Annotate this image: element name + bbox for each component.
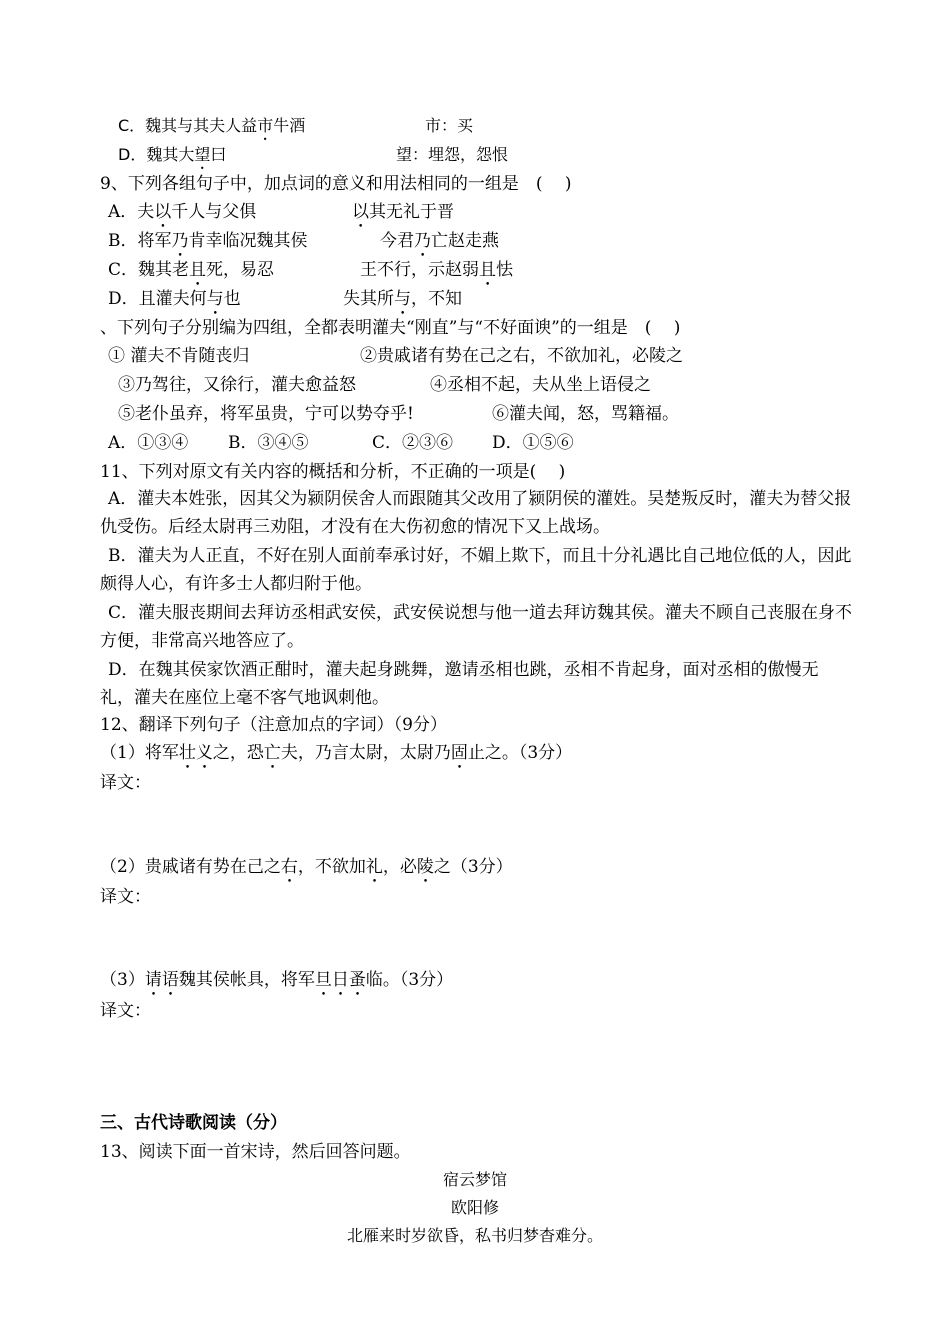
section-3-heading: 三、古代诗歌阅读（分）	[100, 1113, 287, 1133]
q12-s1-dot3: 亡	[263, 743, 281, 763]
q9-option-c-right	[360, 258, 513, 290]
q12-answer-label-2: 译文：	[100, 887, 151, 907]
q9-a-dot2: 以	[352, 202, 369, 222]
q9-c-right-tail: 怯	[496, 260, 513, 280]
q8-option-d-gloss: 望：埋怨，怨恨	[396, 145, 509, 164]
q12-s1-dot2: 义	[195, 743, 213, 763]
q9-a-right-tail: 其无礼于晋	[369, 202, 454, 222]
poem-line-1: 北雁来时岁欲昏，私书归梦杳难分。	[346, 1226, 603, 1245]
q10-sentence-3: ③乃驾往，又徐行，灌夫愈益怒	[118, 375, 356, 395]
q12-s1-part1: （1）将军	[100, 743, 179, 763]
q9-b-right: 今君	[380, 231, 414, 251]
q10-sentence-2: ②贵戚诸有势在己之右，不欲加礼，必陵之	[360, 346, 683, 366]
q12-s3-dot4: 日	[331, 970, 349, 990]
q8-option-c-tail: 牛酒	[273, 116, 306, 135]
q12-s1-part4: 夫，乃言太尉，太尉乃	[280, 743, 451, 763]
q9-option-d	[108, 287, 241, 319]
q12-s3-dot1: 请	[144, 970, 162, 990]
q13-stem: 13、阅读下面一首宋诗，然后回答问题。	[100, 1142, 411, 1162]
q9-c-left-tail: 死，易忍	[206, 260, 275, 280]
q12-s1-dot4: 固	[450, 743, 468, 763]
q8-option-d-text: D．魏其大	[118, 145, 195, 164]
q9-option-a	[108, 200, 256, 232]
q11-option-a: A．灌夫本姓张，因其父为颍阴侯舍人而跟随其父改用了颍阴侯的灌姓。吴楚叛反时，灌夫为替父报仇受伤。后经太尉再三劝阻，才没有在大伤初愈的情况下又上战场。	[100, 489, 852, 537]
q12-s2-part1: （2）贵戚诸有势在己之	[100, 857, 281, 877]
q9-d-left-tail: 也	[223, 289, 241, 309]
q12-stem: 12、翻译下列句子（注意加点的字词）（9分）	[100, 715, 447, 735]
q9-b-dot1: 乃	[171, 231, 189, 251]
q12-s2-part3: ，必	[382, 857, 417, 877]
q9-c-left: C．魏其老	[108, 260, 190, 280]
poem-author: 欧阳修	[450, 1198, 499, 1217]
q8-option-c-gloss: 市：买	[425, 116, 474, 135]
q12-s2-dot1: 右	[280, 857, 298, 877]
q9-b-left-tail: 肯幸临况魏其侯	[188, 231, 308, 251]
q10-sentence-6: ⑥灌夫闻，怒，骂籍福。	[492, 404, 679, 424]
q9-a-left-tail: 千人与父俱	[171, 202, 257, 222]
q9-option-b-right	[380, 229, 499, 261]
q9-option-a-right	[352, 200, 454, 232]
q8-option-c-text: C．魏其与其夫人益	[118, 116, 258, 135]
q12-sentence-3	[100, 968, 453, 1000]
q8-option-d-dotted: 望	[194, 145, 211, 164]
q12-s1-part3: 之，恐	[212, 743, 264, 763]
q10-sentence-5: ⑤老仆虽弃，将军虽贵，宁可以势夺乎!	[118, 404, 414, 424]
q9-option-b	[108, 229, 308, 261]
q11-option-c: C．灌夫服丧期间去拜访丞相武安侯，武安侯说想与他一道去拜访魏其侯。灌夫不顾自己丧服在身不方便，非常高兴地答应了。	[100, 603, 853, 651]
q12-s2-part2: ，不欲加	[297, 857, 366, 877]
q12-s3-part3: 魏其侯帐具，将军	[178, 970, 315, 990]
q12-s3-part6: 临。（3分）	[365, 970, 454, 990]
q10-option-c: C．②③⑥	[372, 433, 454, 453]
q10-sentence-1: ① 灌夫不肯随丧归	[108, 346, 250, 366]
q10-sentence-4: ④丞相不起，夫从坐上语侵之	[430, 375, 651, 395]
q11-option-d: D．在魏其侯家饮酒正酣时，灌夫起身跳舞，邀请丞相也跳，丞相不肯起身，面对丞相的傲慢无礼，灌夫在座位上毫不客气地讽刺他。	[100, 660, 819, 708]
q9-c-right: 王不行，示赵弱	[360, 260, 479, 280]
q12-s3-part1: （3）	[100, 970, 145, 990]
q9-c-dot2: 且	[479, 260, 496, 280]
q12-sentence-1	[100, 741, 572, 773]
q9-d-left: D．且灌夫何	[108, 289, 207, 309]
q9-c-dot1: 且	[189, 260, 207, 280]
q12-answer-label-1: 译文：	[100, 773, 151, 793]
q10-option-d: D．①⑤⑥	[492, 433, 574, 453]
q8-option-d	[118, 143, 226, 173]
q11-stem: 11、下列对原文有关内容的概括和分析，不正确的一项是( )	[100, 462, 566, 482]
q12-answer-label-3: 译文：	[100, 1001, 151, 1021]
q10-option-b: B．③④⑤	[228, 433, 309, 453]
q8-option-d-tail: 曰	[210, 145, 227, 164]
q10-stem: 、下列句子分别编为四组，全都表明灌夫“刚直”与“不好面谀”的一组是 ( )	[100, 318, 681, 338]
q12-s2-part4: 之（3分）	[433, 857, 513, 877]
poem-title: 宿云梦馆	[442, 1170, 507, 1189]
q9-a-left: A．夫	[108, 202, 155, 222]
q9-b-right-tail: 亡赵走燕	[431, 231, 499, 251]
q12-s2-dot3: 陵	[416, 857, 434, 877]
q12-s3-dot2: 语	[161, 970, 179, 990]
q12-s1-dot1: 壮	[178, 743, 196, 763]
q12-s3-dot3: 旦	[314, 970, 332, 990]
q9-d-right-tail: ，不知	[411, 289, 462, 309]
q8-option-c-dotted: 市	[257, 116, 274, 135]
q9-b-dot2: 乃	[414, 231, 431, 251]
q10-option-a: A．①③④	[108, 433, 189, 453]
q11-option-b: B．灌夫为人正直，不好在别人面前奉承讨好，不媚上欺下，而且十分礼遇比自己地位低的人，因此颇得人心，有许多士人都归附于他。	[100, 546, 852, 594]
q9-stem: 9、下列各组句子中，加点词的意义和用法相同的一组是 ( )	[100, 174, 572, 194]
q12-s2-dot2: 礼	[365, 857, 383, 877]
q9-option-d-right	[343, 287, 462, 319]
q12-sentence-2	[100, 855, 513, 887]
q12-s1-part5: 止之。（3分）	[467, 743, 573, 763]
q8-option-c	[118, 114, 305, 144]
q9-d-right: 失其所	[343, 289, 394, 309]
q9-d-dot2: 与	[394, 289, 411, 309]
q9-d-dot1: 与	[206, 289, 224, 309]
q9-b-left: B．将军	[108, 231, 172, 251]
q9-a-dot1: 以	[154, 202, 172, 222]
q12-s3-dot5: 蚤	[348, 970, 366, 990]
q9-option-c	[108, 258, 274, 290]
